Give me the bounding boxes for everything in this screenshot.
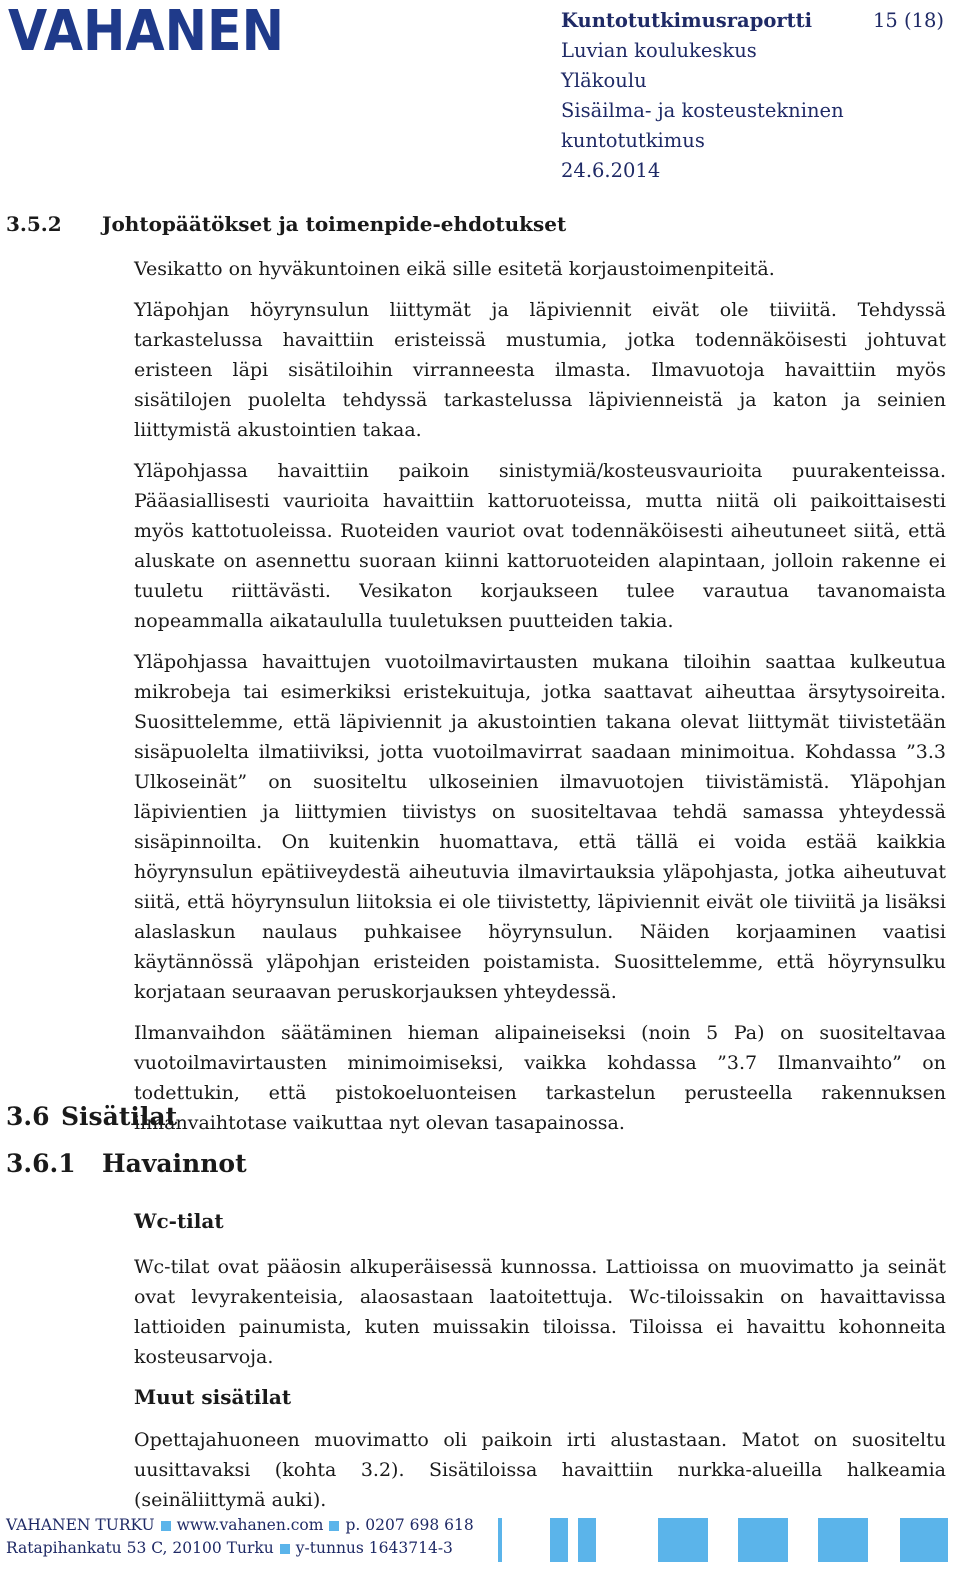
section-heading-3-6 xyxy=(6,1102,177,1131)
wc-body xyxy=(134,1252,946,1383)
header-line-1: Luvian koulukeskus xyxy=(561,39,757,62)
subheading-muut-sisatilat: Muut sisätilat xyxy=(134,1385,292,1409)
report-header xyxy=(561,6,861,186)
header-line-4: kuntotutkimus xyxy=(561,129,705,152)
section-body-3-5-2 xyxy=(134,254,946,1149)
section-number: 3.6 xyxy=(6,1102,50,1131)
section-heading-3-6-1 xyxy=(6,1149,247,1178)
section-heading-3-5-2 xyxy=(6,212,566,236)
square-bullet-icon xyxy=(329,1521,339,1531)
page-number: 15 (18) xyxy=(872,9,944,32)
page-footer xyxy=(6,1514,474,1560)
footer-stripes-decoration xyxy=(498,1518,948,1562)
section-title: Johtopäätökset ja toimenpide-ehdotukset xyxy=(102,212,567,236)
section-number: 3.6.1 xyxy=(6,1149,76,1178)
section-number: 3.5.2 xyxy=(6,212,62,236)
footer-website: www.vahanen.com xyxy=(176,1516,324,1534)
footer-company: VAHANEN TURKU xyxy=(6,1516,155,1534)
footer-ytunnus: y-tunnus 1643714-3 xyxy=(295,1539,453,1557)
paragraph: Vesikatto on hyväkuntoinen eikä sille esitetä korjaustoimenpiteitä. xyxy=(134,258,775,280)
footer-address: Ratapihankatu 53 C, 20100 Turku xyxy=(6,1539,274,1557)
svg-text:VAHANEN: VAHANEN xyxy=(8,4,284,56)
subheading-wc: Wc-tilat xyxy=(134,1209,224,1233)
wc-heading-block xyxy=(134,1206,946,1236)
paragraph: Yläpohjassa havaittujen vuotoilmavirtausten mukana tiloihin saattaa kulkeutua mikrobeja tai esimerkiksi eristekuituja, jotka saattavat aiheuttaa ärsytysoireita. Suosittelemme, että läpiviennit ja akustointien takana olevat liittymät tiivistetään sisäpuolelta ilmatiiviksi, jotta vuotoilmavirrat saadaan minimoitua. Kohdassa ”3.3 Ulkoseinät” on suositeltu ulkoseinien ilmavuotojen tiivistämistä. Yläpohjan läpivientien ja liittymien tiivistys on suositeltavaa tehdä samassa yhteydessä sisäpinnoilta. On kuitenkin huomattava, että tällä ei voida estää kaikkia höyrynsulun epätiiveydestä aiheutuvia ilmavirtauksia yläpohjasta, jotka aiheutuvat siitä, että höyrynsulun liitoksia ei ole tiivistetty, läpiviennit eivät ole tiiviitä ja lisäksi alaslaskun naulaus puhkaisee höyrynsulun. Näiden korjaaminen vaatisi käytännössä yläpohjan eristeiden poistamista. Suosittelemme, että höyrynsulku korjataan seuraavan peruskorjauksen yhteydessä. xyxy=(134,651,946,1003)
muut-body xyxy=(134,1425,946,1526)
square-bullet-icon xyxy=(280,1544,290,1554)
paragraph: Wc-tilat ovat pääosin alkuperäisessä kunnossa. Lattioissa on muovimatto ja seinät ovat levyrakenteisia, alaosastaan laatoitettuja. Wc-tiloissakin on havaittavissa lattioiden painumista, kuten muissakin tiloissa. Tiloissa ei havaittu kohonneita kosteusarvoja. xyxy=(134,1256,946,1368)
paragraph: Opettajahuoneen muovimatto oli paikoin irti alustastaan. Matot on suositeltu uusittavaksi (kohta 3.2). Sisätiloissa havaittiin nurkka-alueilla halkeamia (seinäliittymä auki). xyxy=(134,1429,946,1511)
report-title: Kuntotutkimusraportti xyxy=(561,9,813,32)
paragraph: Ilmanvaihdon säätäminen hieman alipaineiseksi (noin 5 Pa) on suositeltavaa vuotoilmavirtausten minimoimiseksi, vaikka kohdassa ”3.7 Ilmanvaihto” on todettukin, että pistokoeluonteisen tarkastelun perusteella rakennuksen ilmanvaihtotase vaikuttaa nyt olevan tasapainossa. xyxy=(134,1022,946,1134)
paragraph: Yläpohjassa havaittiin paikoin sinistymiä/kosteusvaurioita puurakenteissa. Pääasiallisesti vaurioita havaittiin kattoruoteissa, mutta niitä oli paikoittaisesti myös kattotuoleissa. Ruoteiden vauriot ovat todennäköisesti aiheutuneet siitä, että aluskate on asennettu suoraan kiinni kattoruoteiden alapintaan, jolloin rakenne ei tuuletu riittävästi. Vesikaton korjaukseen tulee varautua tavanomaista nopeammalla aikataululla tuuletuksen puutteiden takia. xyxy=(134,460,946,632)
vahanen-logo xyxy=(8,4,288,56)
section-title: Sisätilat xyxy=(61,1102,178,1131)
header-date: 24.6.2014 xyxy=(561,159,661,182)
section-title: Havainnot xyxy=(102,1149,247,1178)
header-line-3: Sisäilma- ja kosteustekninen xyxy=(561,99,844,122)
footer-phone: p. 0207 698 618 xyxy=(345,1516,474,1534)
header-line-2: Yläkoulu xyxy=(561,69,647,92)
square-bullet-icon xyxy=(161,1521,171,1531)
muut-heading-block xyxy=(134,1382,946,1412)
paragraph: Yläpohjan höyrynsulun liittymät ja läpiviennit eivät ole tiiviitä. Tehdyssä tarkastelussa havaittiin eristeissä mustumia, jotka todennäköisesti johtuvat eristeen läpi sisätiloihin virranneesta ilmasta. Ilmavuotoja havaittiin myös sisätilojen puolelta tehdyssä tarkastelussa läpivienneistä ja katon ja seinien liittymistä akustointien takaa. xyxy=(134,299,946,441)
